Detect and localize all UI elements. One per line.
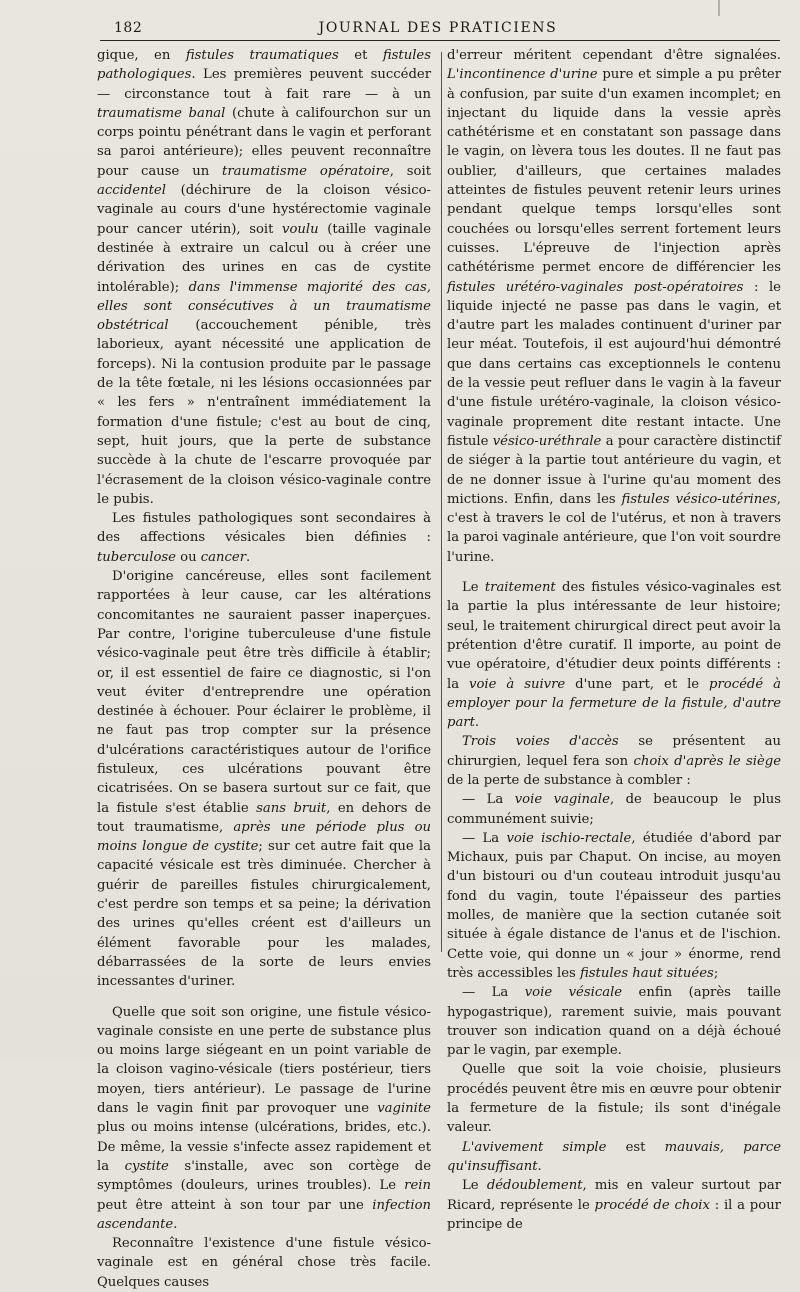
text-run: plus ou moins intense (ulcérations, brides, etc.). De même, la vessie s'infecte assez rapidement et la — [97, 1120, 431, 1174]
text-run: : le liquide injecté ne passe pas dans le vagin, et d'autre part les malades continuent d'uriner par leur méat. Toutefois, il est aujourd'hui démontré que dans certains cas exceptionnels le contenu de la vessie peut refluer dans le vagin à la faveur d'une fistule urétéro-vaginale, la cloison vésico-vaginale proprement dite restant intacte. Une fistule — [447, 279, 781, 449]
header-rule — [100, 40, 780, 41]
text-run: Le — [462, 1178, 487, 1194]
paragraph — [447, 732, 781, 790]
italic-text: fistules pathologiques — [97, 48, 431, 83]
paragraph — [97, 46, 431, 509]
italic-text: voie vésicale — [524, 985, 623, 1001]
paragraph — [447, 1138, 781, 1177]
text-run: , mis en valeur surtout par Ricard, représente le — [447, 1178, 781, 1213]
italic-text: dans l'immense majorité des cas, elles sont consécutives à un traumatisme obstétrical — [97, 279, 431, 334]
italic-text: tuberculose — [97, 549, 176, 565]
text-run: (taille vaginale destinée à extraire un calcul ou à créer une dérivation des urines en cas de cystite intolérable); — [97, 221, 431, 295]
italic-text: choix d'après le siège — [633, 753, 781, 769]
text-run: — La — [462, 985, 525, 1001]
text-run: se présentent au chirurgien, lequel fera son — [447, 734, 781, 769]
italic-text: fistules urétéro-vaginales post-opératoires — [447, 279, 744, 295]
text-run: Les fistules pathologiques sont secondaires à des affections vésicales bien définies : — [97, 511, 431, 546]
paragraph — [97, 1234, 431, 1292]
page-header — [96, 18, 780, 40]
text-run: est — [606, 1139, 665, 1155]
text-run: (déchirure de la cloison vésico-vaginale au cours d'une hystérectomie vaginale pour cancer utérin), soit — [97, 183, 431, 237]
text-run: Le — [462, 580, 485, 596]
text-run: . — [474, 715, 480, 731]
text-run: d'erreur méritent cependant d'être signalées. — [447, 48, 781, 63]
text-run: . — [537, 1158, 542, 1174]
text-run: Reconnaître l'existence d'une fistule vésico-vaginale est en général chose très facile. Quelques causes — [97, 1236, 431, 1290]
italic-text: infection ascendante — [97, 1197, 431, 1232]
text-run: ou — [175, 549, 201, 565]
text-run: , en dehors de tout traumatisme, — [97, 800, 432, 835]
italic-text: fistules traumatiques — [185, 48, 339, 63]
italic-text: voie vaginale — [514, 792, 610, 808]
text-run: , de beaucoup le plus communément suivie; — [447, 792, 781, 827]
text-run: . — [246, 549, 251, 565]
text-run: d'une part, et le — [565, 676, 710, 692]
italic-text: sans bruit — [256, 800, 327, 816]
italic-text: voie à suivre — [469, 676, 566, 692]
paragraph — [97, 509, 431, 567]
page-number: 182 — [114, 20, 143, 36]
text-run: peut être atteint à son tour par une — [97, 1197, 373, 1213]
text-run: enfin (après taille hypogastrique), rarement suivie, mais pouvant trouver son indication quand on a déjà échoué par le vagin, par exemple. — [447, 985, 781, 1059]
text-run: — La — [462, 792, 515, 808]
italic-text: rein — [404, 1178, 431, 1194]
text-run: ; — [713, 965, 719, 981]
italic-text: L'avivement simple — [462, 1139, 607, 1155]
text-run: : il a pour principe de — [447, 1197, 781, 1232]
text-run: , étudiée d'abord par Michaux, puis par Chaput. On incise, au moyen d'un bistouri ou d'un couteau introduit jusqu'au fond du vagin, toute l'épaisseur des parties molles, de manière que la section cutanée soit située à égale distance de l'anus et de l'ischion. Cette voie, qui donne un « jour » énorme, rend très accessibles les — [447, 830, 781, 981]
italic-text: procédé de choix — [594, 1197, 710, 1213]
text-run: . Les premières peuvent succéder — circonstance tout à fait rare — à un — [97, 67, 431, 102]
italic-text: fistules vésico-utérines — [621, 491, 777, 507]
text-run: ; sur cet autre fait que la capacité vésicale est très diminuée. Chercher à guérir de pareilles fistules chirurgicalement, c'est perdre son temps et sa peine; la dérivation des urines qu'elles créent est d'ailleurs un élément favorable pour les malades, débarrassées de la sorte de leurs envies incessantes d'uriner. — [97, 839, 431, 990]
italic-text: traitement — [484, 580, 556, 596]
italic-text: voulu — [282, 221, 319, 237]
italic-text: après une période plus ou moins longue de cystite — [97, 819, 432, 855]
italic-text: cystite — [124, 1158, 169, 1174]
italic-text: Trois voies d'accès — [462, 734, 619, 750]
scan-artifact — [718, 0, 720, 16]
text-run: , c'est à travers le col de l'utérus, et non à travers la paroi vaginale antérieure, que l'on voit sourdre l'urine. — [447, 491, 781, 565]
text-run: D'origine cancéreuse, elles sont facilement rapportées à leur cause, car les altérations concomitantes ne sauraient passer inaperçues. Par contre, l'origine tuberculeuse d'une fistule vésico-vaginale peut être très difficile à établir; or, il est essentiel de faire ce diagnostic, si l'on veut éviter d'entreprendre une opération destinée à échouer. Pour éclairer le problème, il ne faut pas trop compter sur la présence d'ulcérations caractéristiques autour de l'orifice fistuleux, ces ulcérations pouvant être cicatrisées. On se basera surtout sur ce fait, que la fistule s'est établie — [97, 569, 431, 816]
italic-text: voie ischio-rectale — [506, 830, 632, 846]
text-run: et — [338, 48, 383, 63]
text-run: de la perte de substance à combler : — [447, 772, 691, 788]
italic-text: dédoublement — [486, 1178, 583, 1194]
paragraph — [447, 578, 781, 732]
text-run: pure et simple a pu prêter à confusion, par suite d'un examen incomplet; en injectant du liquide dans la vessie après cathétérisme et en constatant son passage dans le vagin, on lèvera tous les doutes. Il ne faut pas oublier, d'ailleurs, que certaines malades atteintes de fistules peuvent retenir leurs urines pendant quelque temps lorsqu'elles sont couchées ou lorsqu'elles serrent fortement leurs cuisses. L'épreuve de l'injection après cathétérisme permet encore de différencier les — [447, 67, 781, 276]
text-run: — La — [462, 830, 507, 846]
running-head: JOURNAL DES PRATICIENS — [318, 20, 558, 36]
italic-text: accidentel — [97, 183, 166, 199]
left-column — [97, 46, 431, 1292]
text-run: s'installe, avec son cortège de symptômes (douleurs, urines troubles). Le — [97, 1158, 431, 1194]
paragraph — [447, 983, 781, 1060]
text-run: (chute à califourchon sur un corps pointu pénétrant dans le vagin et perforant sa paroi antérieure); elles peuvent reconnaître pour cause un — [97, 105, 431, 179]
italic-text: vaginite — [377, 1101, 431, 1117]
paragraph — [447, 1060, 781, 1137]
text-run: (accouchement pénible, très laborieux, ayant nécessité une application de forceps). Ni la contusion produite par le passage de la tête fœtale, ni les lésions occasionnées par « les fers » n'entraînent immédiatement la formation d'une fistule; c'est au bout de cinq, sept, huit jours, que la perte de substance succède à la chute de l'escarre provoquée par l'écrasement de la cloison vésico-vaginale contre le pubis. — [97, 318, 431, 507]
text-run: des fistules vésico-vaginales est la partie la plus intéressante de leur histoire; seul, le traitement chirurgical direct peut avoir la prétention d'être curatif. Il importe, au point de vue opératoire, d'étudier deux points différents : la — [447, 580, 781, 692]
italic-text: L'incontinence d'urine — [447, 67, 598, 83]
paragraph — [447, 829, 781, 983]
text-run: gique, en — [97, 48, 186, 63]
italic-text: mauvais, parce qu'insuffisant — [447, 1139, 782, 1174]
column-divider — [441, 52, 442, 952]
paragraph — [97, 1003, 431, 1235]
text-run: , soit — [389, 163, 432, 179]
right-column — [447, 46, 781, 1234]
italic-text: procédé à employer pour la fermeture de la fistule, d'autre part — [447, 676, 781, 731]
text-run: Quelle que soit la voie choisie, plusieurs procédés peuvent être mis en œuvre pour obtenir la fermeture de la fistule; ils sont d'inégale valeur. — [447, 1062, 781, 1136]
italic-text: vésico-uréthrale — [492, 433, 602, 449]
text-run: . — [173, 1216, 178, 1232]
paragraph — [97, 567, 431, 992]
paragraph — [447, 1176, 781, 1234]
italic-text: fistules haut situées — [579, 965, 714, 981]
paragraph — [447, 790, 781, 829]
paragraph — [447, 46, 781, 567]
italic-text: traumatisme opératoire — [222, 163, 390, 179]
italic-text: cancer — [200, 549, 247, 565]
text-run: a pour caractère distinctif de siéger à la partie tout antérieure du vagin, et de ne donner issue à l'urine qu'au moment des mictions. Enfin, dans les — [447, 433, 781, 507]
italic-text: traumatisme banal — [97, 105, 226, 121]
text-run: Quelle que soit son origine, une fistule vésico-vaginale consiste en une perte de substance plus ou moins large siégeant en un point variable de la cloison vagino-vésicale (tiers postérieur, tiers moyen, tiers antérieur). Le passage de l'urine dans le vagin finit par provoquer une — [97, 1004, 431, 1117]
